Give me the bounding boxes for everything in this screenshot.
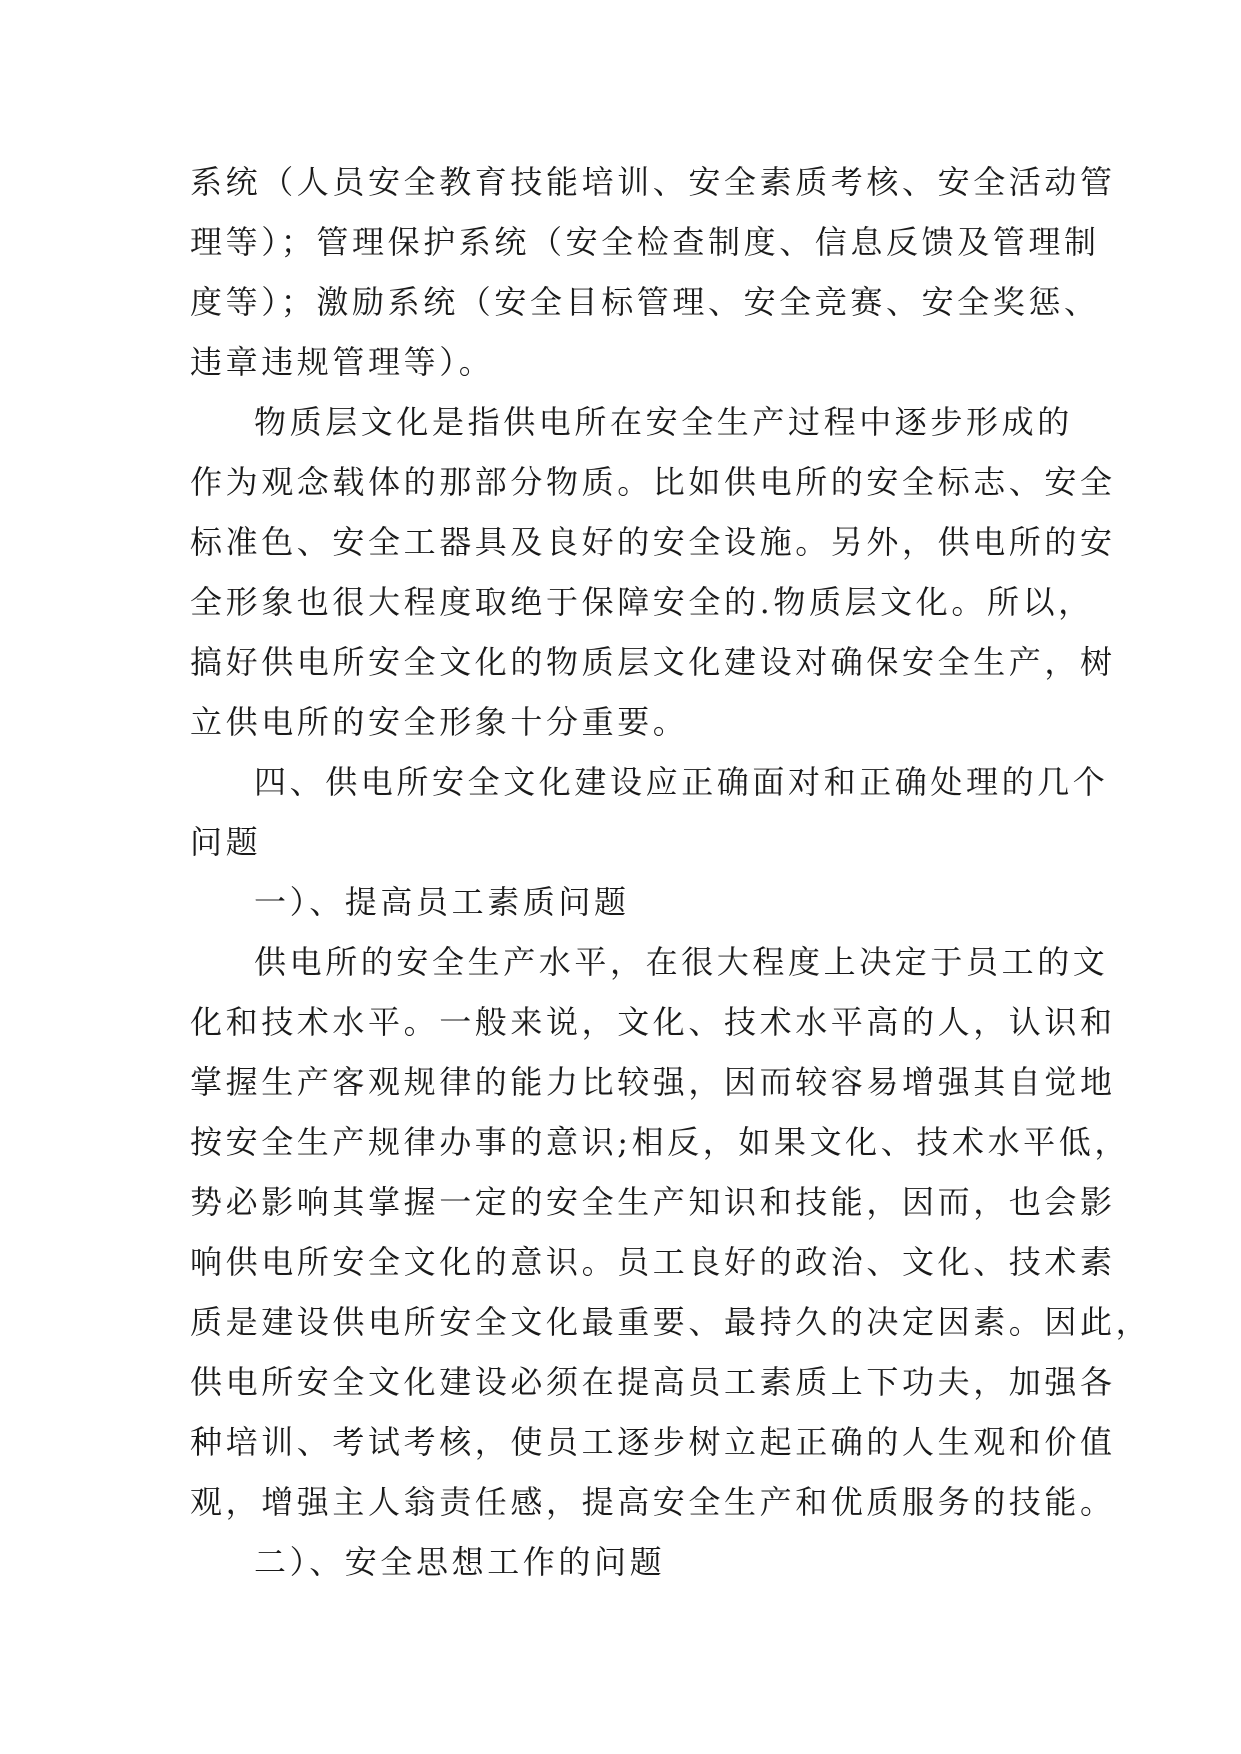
subsection-heading: 二）、安全思想工作的问题 — [254, 1543, 666, 1581]
text-line: 度等）；激励系统（安全目标管理、安全竞赛、安全奖惩、 — [190, 283, 1100, 321]
text-line: 供电所安全文化建设必须在提高员工素质上下功夫，加强各 — [190, 1363, 1116, 1401]
section-heading: 四、供电所安全文化建设应正确面对和正确处理的几个 — [254, 763, 1109, 801]
text-line: 标准色、安全工器具及良好的安全设施。另外，供电所的安 — [190, 523, 1116, 561]
text-line: 质是建设供电所安全文化最重要、最持久的决定因素。因此， — [190, 1303, 1152, 1341]
paragraph-first-line: 物质层文化是指供电所在安全生产过程中逐步形成的 — [254, 403, 1073, 441]
text-line: 掌握生产客观规律的能力比较强，因而较容易增强其自觉地 — [190, 1063, 1116, 1101]
subsection-heading: 一）、提高员工素质问题 — [254, 883, 630, 921]
text-line: 立供电所的安全形象十分重要。 — [190, 703, 689, 741]
text-line: 种培训、考试考核，使员工逐步树立起正确的人生观和价值 — [190, 1423, 1116, 1461]
text-line: 作为观念载体的那部分物质。比如供电所的安全标志、安全 — [190, 463, 1116, 501]
text-line: 按安全生产规律办事的意识;相反，如果文化、技术水平低， — [190, 1123, 1130, 1161]
text-line: 搞好供电所安全文化的物质层文化建设对确保安全生产，树 — [190, 643, 1116, 681]
paragraph-first-line: 供电所的安全生产水平，在很大程度上决定于员工的文 — [254, 943, 1109, 981]
text-line: 违章违规管理等）。 — [190, 343, 495, 381]
text-line: 观，增强主人翁责任感，提高安全生产和优质服务的技能。 — [190, 1483, 1116, 1521]
text-line: 理等）；管理保护系统（安全检查制度、信息反馈及管理制 — [190, 223, 1100, 261]
text-line: 势必影响其掌握一定的安全生产知识和技能，因而，也会影 — [190, 1183, 1116, 1221]
text-line: 化和技术水平。一般来说，文化、技术水平高的人，认识和 — [190, 1003, 1116, 1041]
section-heading-continued: 问题 — [190, 823, 262, 861]
document-body — [190, 152, 1152, 1592]
text-line: 响供电所安全文化的意识。员工良好的政治、文化、技术素 — [190, 1243, 1116, 1281]
text-line: 系统（人员安全教育技能培训、安全素质考核、安全活动管 — [190, 163, 1116, 201]
text-line: 全形象也很大程度取绝于保障安全的.物质层文化。所以， — [190, 583, 1094, 621]
